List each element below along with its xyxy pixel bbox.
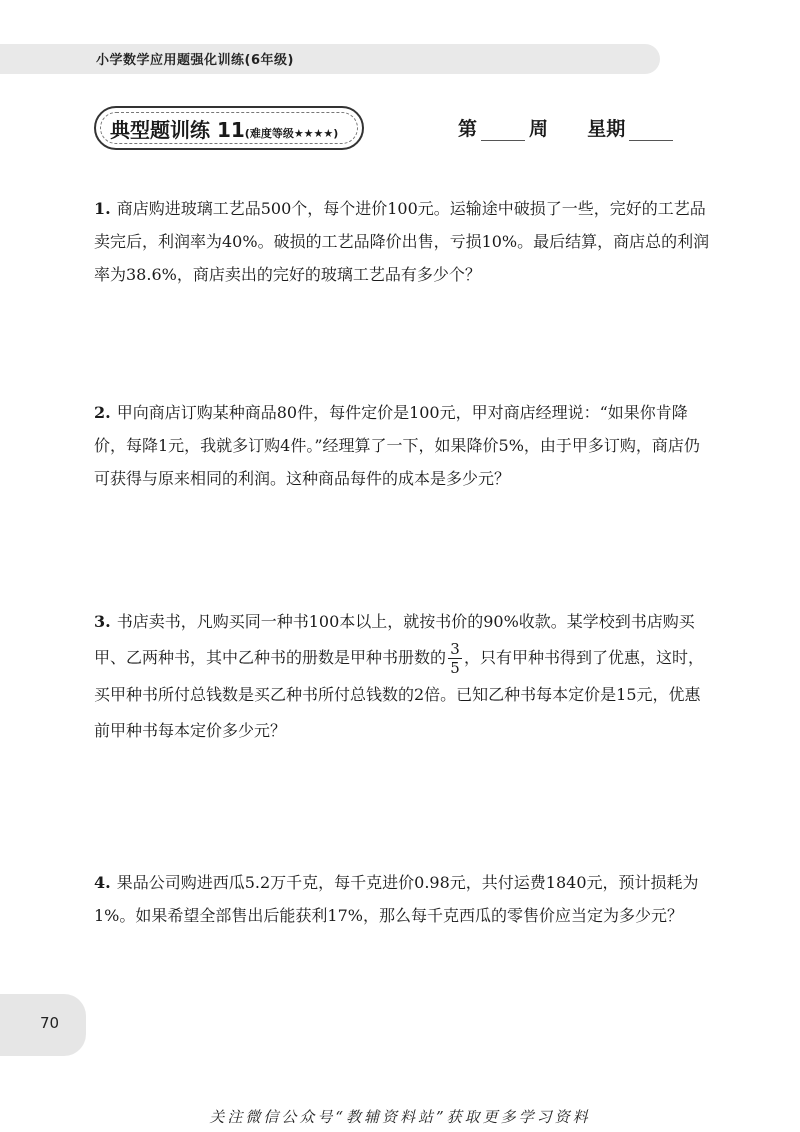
question-text: 商店购进玻璃工艺品500个，每个进价100元。运输途中破损了一些，完好的工艺品卖完后，利润率为40%。破损的工艺品降价出售，亏损10%。最后结算，商店总的利润率为38.6%，商店卖出的完好的玻璃工艺品有多少个？ [94, 199, 710, 284]
section-title-main: 典型题训练 11 [110, 118, 245, 142]
week-suffix: 周 [529, 118, 549, 140]
question-number: 3. [94, 612, 111, 631]
question-3 [94, 604, 714, 749]
day-blank[interactable] [629, 122, 673, 141]
day-label: 星期 [587, 118, 626, 140]
question-number: 1. [94, 199, 111, 218]
question-text-part-2: ，只有甲种书得到了优惠，这时，买甲种书所付总钱数是买乙种书所付总钱数的2倍。已知乙种书每本定价是15元，优惠前甲种书每本定价多少元？ [94, 648, 705, 740]
question-number: 4. [94, 873, 111, 892]
book-title: 小学数学应用题强化训练(6年级) [96, 53, 294, 68]
question-2 [94, 396, 714, 495]
fraction [448, 640, 462, 677]
question-4 [94, 866, 714, 932]
question-text: 果品公司购进西瓜5.2万千克，每千克进价0.98元，共付运费1840元，预计损耗为1%。如果希望全部售出后能获利17%，那么每千克西瓜的零售价应当定为多少元？ [94, 873, 699, 925]
question-1 [94, 192, 714, 291]
question-number: 2. [94, 403, 111, 422]
fraction-numerator: 3 [450, 640, 460, 658]
section-title [110, 114, 338, 143]
fraction-denominator: 5 [450, 659, 460, 677]
footer-note: 关注微信公众号“教辅资料站”获取更多学习资料 [209, 1108, 591, 1126]
week-blank[interactable] [481, 122, 525, 141]
question-text: 甲向商店订购某种商品80件，每件定价是100元，甲对商店经理说：“如果你肯降价，每降1元，我就多订购4件。”经理算了一下，如果降价5%，由于甲多订购，商店仍可获得与原来相同的利润。这种商品每件的成本是多少元？ [94, 403, 700, 488]
page-number: 70 [40, 1014, 60, 1032]
week-prefix: 第 [458, 118, 478, 140]
question-text-part-1: 书店卖书，凡购买同一种书100本以上，就按书价的90%收款。某学校到书店购买甲、乙两种书，其中乙种书的册数是甲种书册数的 [94, 612, 695, 667]
week-day-line [458, 114, 677, 141]
difficulty-label: (难度等级★★★★) [244, 127, 339, 140]
